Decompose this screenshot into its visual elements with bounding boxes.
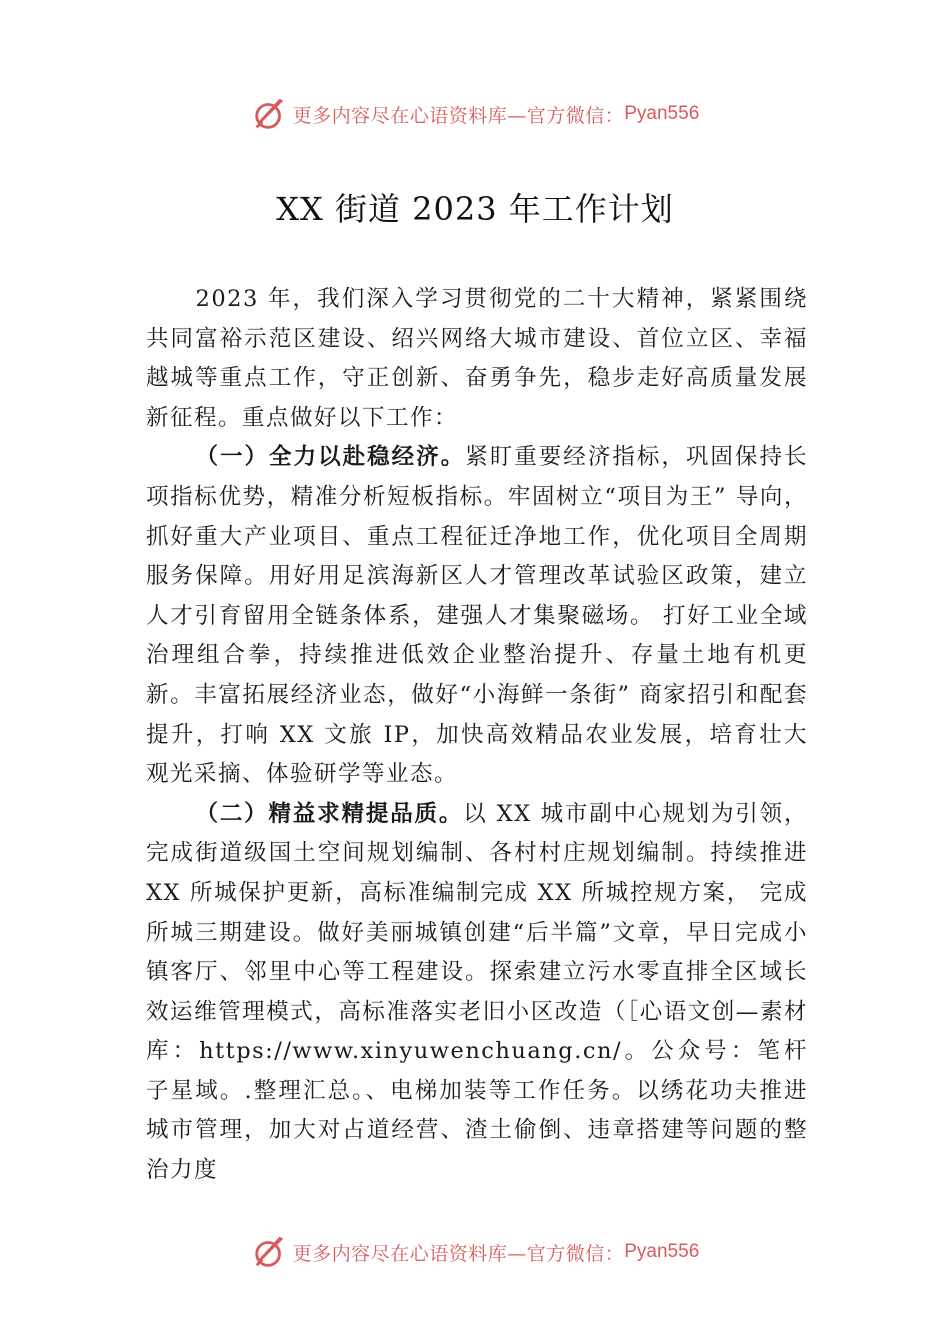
section-heading: （一）全力以赴稳经济。 xyxy=(195,444,466,471)
paragraph-section-1: （一）全力以赴稳经济。紧盯重要经济指标，巩固保持长项指标优势，精准分析短板指标。牢固树立“项目为王” 导向，抓好重大产业项目、重点工程征迁净地工作，优化项目全周期服务保障。用好用足滨海新区人才管理改革试验区政策，建立人才引育留用全链条体系，建强人才集聚磁场。 打好工业全域治理组合拳，持续推进低效企业整治提升、存量土地有机更新。丰富拓展经济业态，做好“小海鲜一条街” 商家招引和配套提升，打响 XX 文旅 IP，加快高效精品农业发展，培育壮大观光采摘、体验研学等业态。 xyxy=(146,444,808,788)
watermark-banner-top xyxy=(0,92,950,136)
watermark-contact: Pyan556 xyxy=(624,103,700,124)
document-body xyxy=(146,280,808,1191)
watermark-text: 更多内容尽在心语资料库—官方微信： xyxy=(292,1242,625,1265)
quill-logo-icon xyxy=(251,1233,289,1271)
document-title: XX 街道 2023 年工作计划 xyxy=(276,190,674,228)
paragraph-section-2: （二）精益求精提品质。以 XX 城市副中心规划为引领，完成街道级国土空间规划编制、各村村庄规划编制。持续推进 XX 所城保护更新，高标准编制完成 XX 所城控规方案， 完成所城三期建设。做好美丽城镇创建“后半篇”文章，早日完成小镇客厅、邻里中心等工程建设。探索建立污水零直排全区域长效运维管理模式，高标准落实老旧小区改造（［心语文创—素材库：https://www.xinyuwenchuang.cn/。公众号：笔杆子星域。.整理汇总。、电梯加装等工作任务。以绣花功夫推进城市管理，加大对占道经营、渣土偷倒、违章搭建等问题的整治力度 xyxy=(146,800,808,1184)
paragraph-intro: 2023 年，我们深入学习贯彻党的二十大精神，紧紧围绕共同富裕示范区建设、绍兴网络大城市建设、首位立区、幸福越城等重点工作，守正创新、奋勇争先，稳步走好高质量发展新征程。重点做好以下工作： xyxy=(146,286,808,431)
watermark-contact: Pyan556 xyxy=(624,1241,700,1262)
watermark-text: 更多内容尽在心语资料库—官方微信： xyxy=(292,104,625,127)
section-heading: （二）精益求精提品质。 xyxy=(195,800,464,827)
quill-logo-icon xyxy=(251,95,289,133)
watermark-banner-bottom xyxy=(0,1230,950,1274)
